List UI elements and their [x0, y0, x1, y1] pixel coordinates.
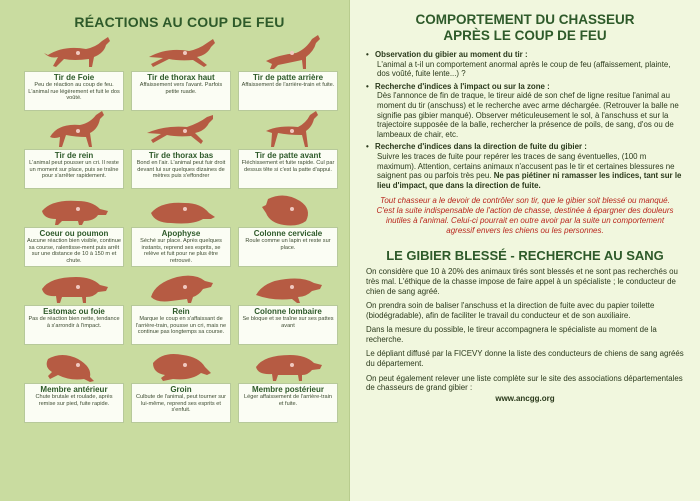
right-panel — [350, 0, 700, 501]
shot-desc: Bond en l'air. L'animal peut fuir droit devant lui sur quelques dizaines de mètres puis s'effondrer — [136, 160, 226, 180]
shot-desc: Pas de réaction bien nette, tendance à s'arrondir à l'impact. — [28, 316, 120, 329]
blood-tracking-title: LE GIBIER BLESSÉ - RECHERCHE AU SANG — [386, 248, 664, 264]
shot-cell — [131, 111, 231, 189]
boar-sit-icon — [133, 267, 229, 305]
shot-cell — [24, 267, 124, 345]
bullet-item — [366, 50, 684, 79]
bullet-body: L'animal a t-il un comportement anormal après le coup de feu (affaissement, plainte, dos voûté, fuite lente...) ? — [377, 59, 671, 79]
deer-leap-icon — [133, 33, 229, 71]
bullet-head: • Recherche d'indices dans la direction de fuite du gibier : — [366, 142, 684, 152]
deer-sag-icon — [240, 33, 336, 71]
shot-box — [238, 71, 338, 111]
shot-box — [238, 227, 338, 267]
right-title-line1: COMPORTEMENT DU CHASSEUR — [415, 12, 635, 27]
shot-box — [131, 149, 231, 189]
boar-drag-icon — [240, 267, 336, 305]
shot-cell — [238, 33, 338, 111]
paragraph: On considère que 10 à 20% des animaux tirés sont blessés et ne sont pas recherchés ou très mal. L'éthique de la chasse impose de faire appel à un spécialiste ; le conducteur de chien de sang agréé. — [366, 267, 678, 296]
boar-run-icon — [26, 189, 122, 227]
shot-cell — [238, 267, 338, 345]
shot-desc: L'animal peut pousser un cri. Il reste un moment sur place, puis se traîne pour s'arrêter rapidement. — [29, 160, 119, 180]
left-title: RÉACTIONS AU COUP DE FEU — [74, 14, 285, 30]
shot-name: Coeur ou poumon — [39, 229, 109, 238]
right-title-line2: APRÈS LE COUP DE FEU — [443, 28, 607, 43]
shot-name: Tir de rein — [54, 151, 94, 160]
shot-desc: Aucune réaction bien visible, continue sa course, ralentisse-ment puis arrêt sur une distance de 10 à 150 m et chute. — [27, 238, 121, 264]
shot-cell — [238, 189, 338, 267]
boar-down-icon — [133, 189, 229, 227]
deer-kick-icon — [26, 33, 122, 71]
boar-flip-icon — [133, 345, 229, 383]
bullet-body: Dès l'annonce de fin de traque, le tireur aidé de son chef de ligne resitue l'animal au moment du tir (anschuss) et le recherche avec arme déchargée. (Retrouver la balle ne signifie pas gibier manqué). Observer méticuleusement le sol, à l'anschuss et sur la trajectoire supposée de la balle, rechercher la présence de poils, de sang, d'os ou de lambeaux de chair, etc. — [377, 91, 679, 139]
shot-name: Tir de thorax haut — [147, 73, 215, 82]
shot-desc: Séché sur place. Après quelques instants, reprend ses esprits, se relève et fuit pour ne plus être retrouvé. — [140, 238, 222, 264]
deer-stand-icon — [240, 111, 336, 149]
shot-box — [238, 149, 338, 189]
behaviour-list — [366, 50, 684, 190]
shot-box — [238, 305, 338, 345]
boar-roll-icon — [240, 189, 336, 227]
shot-name: Tir de Foie — [53, 73, 95, 82]
paragraph: On prendra soin de baliser l'anschuss et la direction de fuite avec du papier toilette (biodégradable), afin de faciliter le travail du conducteur et de son auxiliaire. — [366, 301, 655, 320]
shot-name: Colonne cervicale — [253, 229, 323, 238]
shot-name: Membre antérieur — [40, 385, 108, 394]
shot-cell — [24, 111, 124, 189]
shot-name: Tir de patte arrière — [252, 73, 324, 82]
shot-desc: Se bloque et se traîne sur ses pattes avant — [242, 316, 334, 329]
right-title — [366, 12, 684, 44]
paragraph: On peut également relever une liste complète sur le site des associations départementales de chasseurs de grand gibier : — [366, 373, 683, 393]
website-link[interactable]: www.ancgg.org — [495, 393, 555, 403]
boar-tumble-icon — [26, 345, 122, 383]
shot-cell — [131, 345, 231, 423]
shot-name: Rein — [172, 307, 190, 316]
bullet-body-text: Suivre les traces de fuite pour repérer les traces de sang éventuelles, (100 m maximum). Attention, certains animaux n'accusent pas le tir et certaines blessures ne saignent pas ou parfois très peu. — [377, 151, 675, 181]
shot-desc: Roule comme un lapin et reste sur place. — [245, 238, 331, 251]
shot-cell — [24, 33, 124, 111]
shot-cell — [24, 345, 124, 423]
shot-name: Estomac ou foie — [43, 307, 105, 316]
shot-name: Groin — [170, 385, 192, 394]
shot-box — [131, 71, 231, 111]
shot-desc: Affaissement vers l'avant. Parfois petite ruade. — [139, 82, 223, 95]
bullet-body-strong: Ne pas piétiner ni ramasser les indices, tant sur le lieu d'impact, que dans la direction de fuite. — [377, 171, 682, 190]
shot-name: Colonne lombaire — [254, 307, 322, 316]
bullet-body — [366, 152, 684, 190]
shot-name: Tir de patte avant — [254, 151, 322, 160]
shot-cell — [131, 189, 231, 267]
shot-box — [24, 149, 124, 189]
bullet-head: • Recherche d'indices à l'impact ou sur la zone : — [366, 82, 684, 92]
shot-box — [238, 383, 338, 423]
shot-box — [24, 71, 124, 111]
shot-desc: Peu de réaction au coup de feu. L'animal rue légèrement et fuit le dos voûté. — [28, 82, 120, 102]
shot-desc: Fléchissement et fuite rapide. Cul par dessus tête si c'est la patte d'appui. — [241, 160, 335, 173]
deer-hunch-icon — [26, 111, 122, 149]
paragraph: Dans la mesure du possible, le tireur accompagnera le spécialiste au moment de la recherche. — [366, 325, 657, 344]
shot-cell — [131, 267, 231, 345]
shot-cell — [131, 33, 231, 111]
shot-box — [24, 227, 124, 267]
bullet-head: • Observation du gibier au moment du tir : — [366, 50, 684, 60]
shot-box — [24, 305, 124, 345]
shot-desc: Chute brutale et roulade, après remise sur pied, fuite rapide. — [35, 394, 113, 407]
bullet-item — [366, 82, 684, 140]
deer-bound-icon — [133, 111, 229, 149]
shot-desc: Marque le coup en s'affaissant de l'arrière-train, pousse un cri, mais ne continue pas longtemps sa course. — [135, 316, 227, 336]
boar-stand-icon — [26, 267, 122, 305]
shot-desc: Léger affaissement de l'arrière-train et fuite. — [243, 394, 333, 407]
shot-box — [24, 383, 124, 423]
shot-desc: Affaissement de l'arrière-train et fuite. — [241, 82, 335, 88]
shot-name: Tir de thorax bas — [148, 151, 214, 160]
warning-text: Tout chasseur a le devoir de contrôler son tir, que le gibier soit blessé ou manqué. C'est la suite indispensable de l'action de chasse, destinée à épargner des douleurs inutiles à l'animal. Celui-ci pourrait en outre avoir par la suite un comportement agressif envers les chiens ou les personnes. — [376, 196, 674, 236]
shot-box — [131, 305, 231, 345]
shot-box — [131, 227, 231, 267]
shot-box — [131, 383, 231, 423]
shot-name: Membre postérieur — [251, 385, 325, 394]
shot-cell — [238, 345, 338, 423]
paragraph: Le dépliant diffusé par la FICEVY donne la liste des conducteurs de chiens de sang agréés du département. — [366, 349, 684, 369]
shot-name: Apophyse — [161, 229, 201, 238]
shot-cell — [238, 111, 338, 189]
boar-walk-icon — [240, 345, 336, 383]
shot-cell — [24, 189, 124, 267]
bullet-item — [366, 142, 684, 190]
shot-reaction-grid — [24, 33, 341, 423]
shot-desc: Culbute de l'animal, peut tourner sur lui-même, reprend ses esprits et s'enfuit. — [136, 394, 226, 414]
